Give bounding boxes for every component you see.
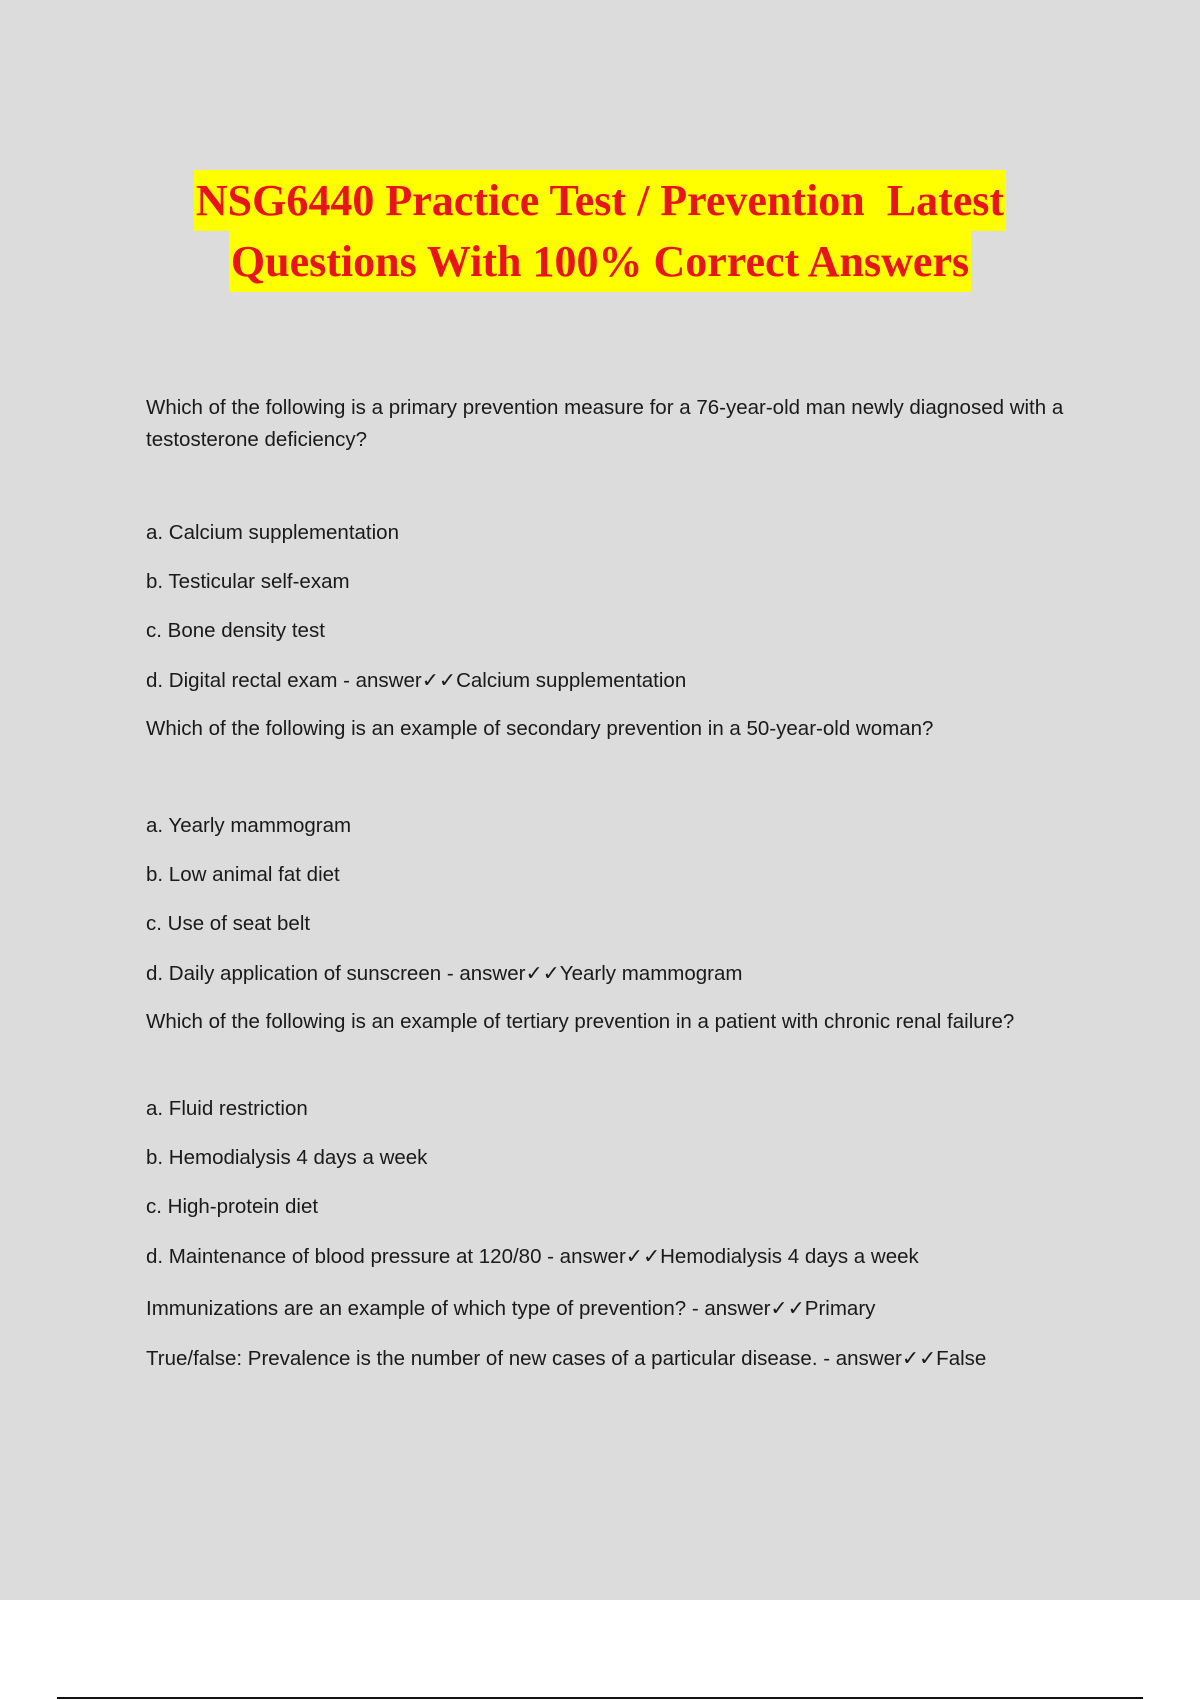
title-line-1: NSG6440 Practice Test / Prevention Latest <box>194 170 1006 231</box>
question-3-option-d-answer: d. Maintenance of blood pressure at 120/80 - answer✓✓Hemodialysis 4 days a week <box>146 1245 919 1268</box>
question-3-text: Which of the following is an example of tertiary prevention in a patient with chronic renal failure? <box>146 1010 1015 1033</box>
question-1-text: Which of the following is a primary prevention measure for a 76-year-old man newly diagnosed with a testosterone deficiency? <box>146 396 1064 451</box>
standalone-question-prevalence: True/false: Prevalence is the number of new cases of a particular disease. - answer✓✓False <box>146 1347 987 1370</box>
question-3-option-c: c. High-protein diet <box>146 1195 319 1218</box>
question-list <box>146 392 1096 1374</box>
question-2-option-b: b. Low animal fat diet <box>146 863 340 886</box>
question-3-option-b: b. Hemodialysis 4 days a week <box>146 1146 428 1169</box>
question-2-option-d-answer: d. Daily application of sunscreen - answer✓✓Yearly mammogram <box>146 962 743 985</box>
title-line-2: Questions With 100% Correct Answers <box>229 231 971 292</box>
footer-divider <box>57 1697 1143 1699</box>
question-2-option-c: c. Use of seat belt <box>146 912 311 935</box>
standalone-question-immunizations: Immunizations are an example of which type of prevention? - answer✓✓Primary <box>146 1297 876 1320</box>
question-1-option-a: a. Calcium supplementation <box>146 521 399 544</box>
question-1-option-b: b. Testicular self-exam <box>146 570 350 593</box>
question-1-option-c: c. Bone density test <box>146 619 325 642</box>
document-title <box>0 170 1200 292</box>
question-3-option-a: a. Fluid restriction <box>146 1097 308 1120</box>
question-1-option-d-answer: d. Digital rectal exam - answer✓✓Calcium supplementation <box>146 669 687 692</box>
question-2-text: Which of the following is an example of secondary prevention in a 50-year-old woman? <box>146 717 934 740</box>
question-2-option-a: a. Yearly mammogram <box>146 814 352 837</box>
